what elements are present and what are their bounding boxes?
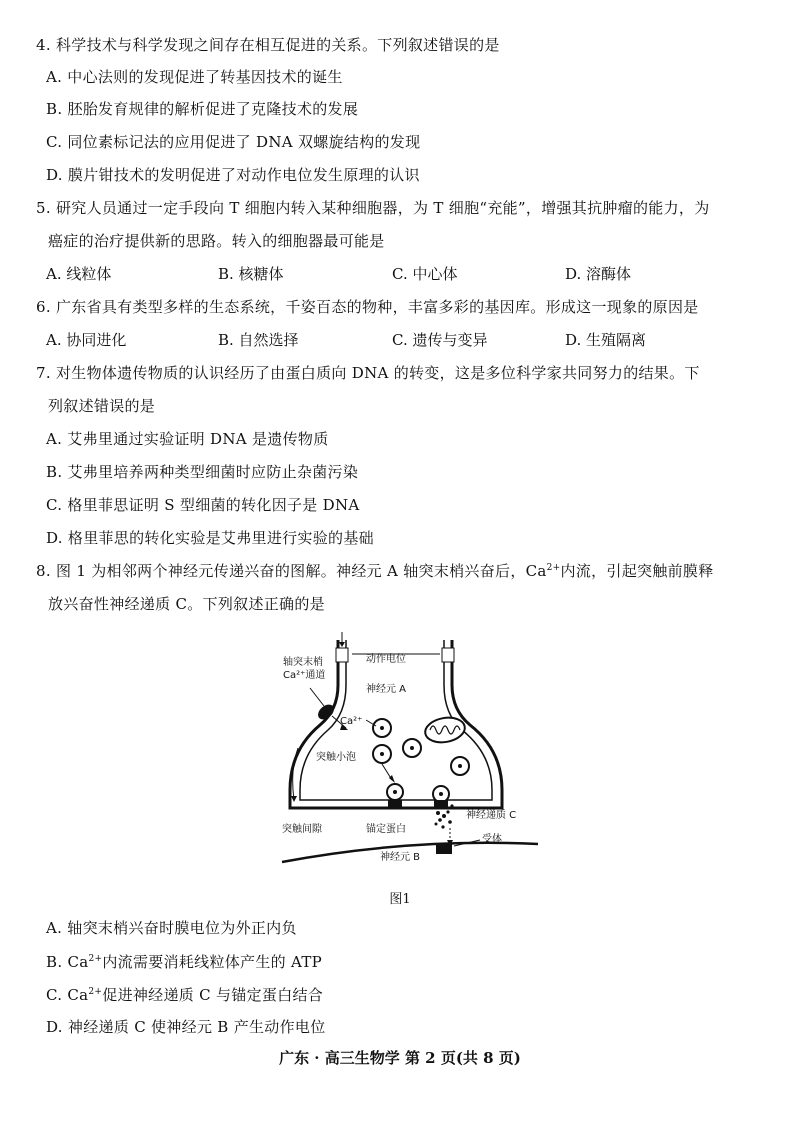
q6-option-b: B. 自然选择 bbox=[218, 331, 299, 349]
q8-option-c-sup: 2+ bbox=[88, 987, 103, 997]
q8-option-c bbox=[46, 985, 323, 1005]
label-neurotransmitter: 神经递质 C bbox=[466, 810, 517, 821]
q8-option-b-pre: B. Ca bbox=[46, 953, 89, 971]
mitochondrion bbox=[423, 715, 467, 746]
q8-option-b-sup: 2+ bbox=[88, 954, 103, 964]
q8-stem-line2: 放兴奋性神经递质 C。下列叙述正确的是 bbox=[48, 595, 325, 613]
q5-option-b: B. 核糖体 bbox=[218, 265, 284, 283]
q8-option-b bbox=[46, 952, 322, 972]
receptor bbox=[436, 844, 452, 854]
figure-caption: 图1 bbox=[389, 892, 411, 907]
action-potential-marker-left bbox=[336, 648, 348, 662]
q4-option-c: C. 同位素标记法的应用促进了 DNA 双螺旋结构的发现 bbox=[46, 133, 421, 151]
q8-option-a: A. 轴突末梢兴奋时膜电位为外正内负 bbox=[46, 919, 297, 937]
q6-option-c: C. 遗传与变异 bbox=[392, 331, 488, 349]
vesicle-docked bbox=[387, 784, 403, 800]
q7-option-a: A. 艾弗里通过实验证明 DNA 是遗传物质 bbox=[46, 430, 329, 448]
q7-stem-line2: 列叙述错误的是 bbox=[48, 397, 156, 415]
q7-option-b: B. 艾弗里培养两种类型细菌时应防止杂菌污染 bbox=[46, 463, 359, 481]
action-potential-marker-right bbox=[442, 648, 454, 662]
vesicle-2 bbox=[403, 739, 421, 757]
q5-option-d: D. 溶酶体 bbox=[565, 265, 632, 283]
q6-option-a: A. 协同进化 bbox=[46, 331, 127, 349]
q5-stem-line1: 5. 研究人员通过一定手段向 T 细胞内转入某种细胞器，为 T 细胞“充能”，增强其抗肿瘤的能力，为 bbox=[36, 199, 710, 217]
label-anchor-protein: 锚定蛋白 bbox=[366, 824, 406, 835]
q8-option-b-post: 内流需要消耗线粒体产生的 ATP bbox=[102, 953, 323, 971]
label-cleft: 突触间隙 bbox=[282, 824, 322, 835]
anchor-protein bbox=[388, 800, 402, 808]
synapse-figure bbox=[280, 630, 540, 865]
vesicle-fusing bbox=[433, 786, 449, 802]
q5-option-c: C. 中心体 bbox=[392, 265, 458, 283]
q8-stem-line1 bbox=[36, 561, 714, 581]
label-neuron-a: 神经元 A bbox=[366, 684, 407, 695]
q4-stem: 4. 科学技术与科学发现之间存在相互促进的关系。下列叙述错误的是 bbox=[36, 36, 500, 54]
q8-option-c-post: 促进神经递质 C 与锚定蛋白结合 bbox=[102, 986, 324, 1004]
vesicle-3 bbox=[373, 745, 391, 763]
q5-stem-line2: 癌症的治疗提供新的思路。转入的细胞器最可能是 bbox=[48, 232, 385, 250]
q8-stem-part2: 内流，引起突触前膜释 bbox=[560, 562, 714, 580]
q8-stem-sup: 2+ bbox=[546, 563, 561, 573]
label-action-potential: 动作电位 bbox=[366, 654, 406, 665]
q8-stem-part1: 8. 图 1 为相邻两个神经元传递兴奋的图解。神经元 A 轴突末梢兴奋后，Ca bbox=[36, 562, 547, 580]
q7-option-c: C. 格里菲思证明 S 型细菌的转化因子是 DNA bbox=[46, 496, 360, 514]
q5-option-a: A. 线粒体 bbox=[46, 265, 112, 283]
q6-option-d: D. 生殖隔离 bbox=[565, 331, 647, 349]
label-ca-ion: Ca²⁺ bbox=[340, 716, 363, 727]
vesicle-4 bbox=[451, 757, 469, 775]
q8-option-d: D. 神经递质 C 使神经元 B 产生动作电位 bbox=[46, 1018, 326, 1036]
label-vesicle: 突触小泡 bbox=[316, 752, 356, 763]
q6-stem: 6. 广东省具有类型多样的生态系统，千姿百态的物种，丰富多彩的基因库。形成这一现象的原因是 bbox=[36, 298, 699, 316]
q4-option-d: D. 膜片钳技术的发明促进了对动作电位发生原理的认识 bbox=[46, 166, 420, 184]
page-footer: 广东 · 高三生物学 第 2 页(共 8 页) bbox=[279, 1049, 521, 1067]
label-neuron-b: 神经元 B bbox=[380, 852, 421, 863]
vesicle-1 bbox=[373, 719, 391, 737]
q8-option-c-pre: C. Ca bbox=[46, 986, 89, 1004]
label-ca-channel: Ca²⁺通道 bbox=[283, 670, 326, 681]
q7-stem-line1: 7. 对生物体遗传物质的认识经历了由蛋白质向 DNA 的转变，这是多位科学家共同努力的结果。下 bbox=[36, 364, 700, 382]
q4-option-b: B. 胚胎发育规律的解析促进了克隆技术的发展 bbox=[46, 100, 359, 118]
q7-option-d: D. 格里菲思的转化实验是艾弗里进行实验的基础 bbox=[46, 529, 374, 547]
q4-option-a: A. 中心法则的发现促进了转基因技术的诞生 bbox=[46, 68, 343, 86]
label-receptor: 受体 bbox=[482, 834, 502, 845]
label-axon-terminal: 轴突末梢 bbox=[283, 657, 323, 668]
